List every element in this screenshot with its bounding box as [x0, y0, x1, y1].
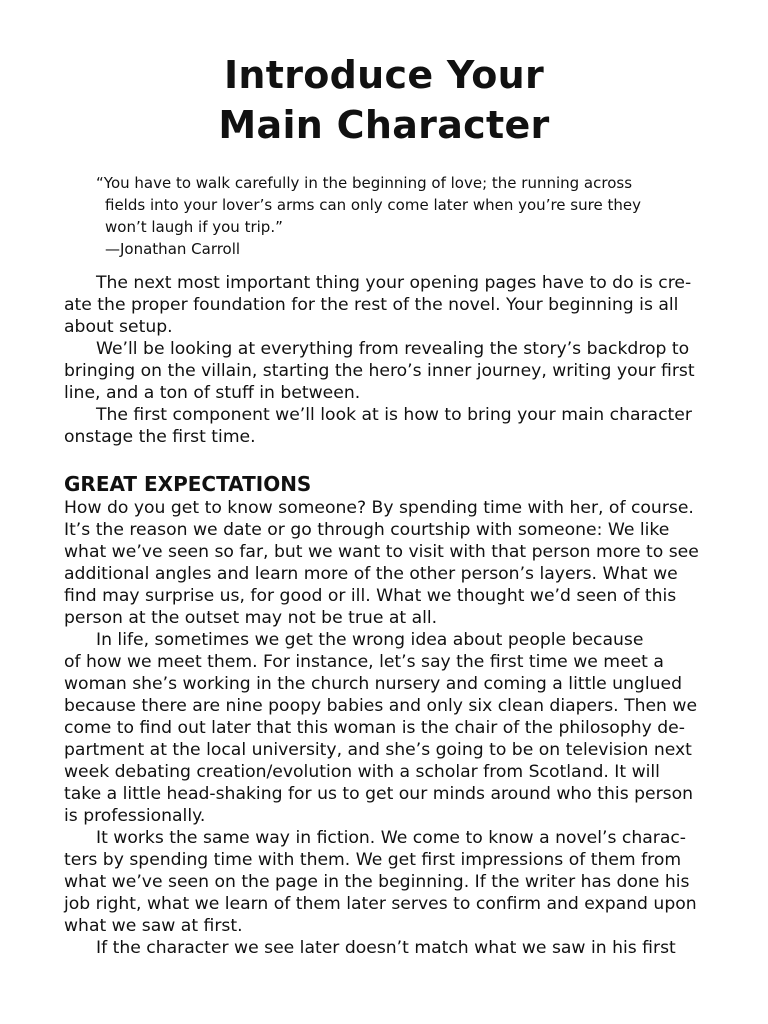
text-line: How do you get to know someone? By spending time with her, of course.: [64, 498, 694, 518]
text-line: what we’ve seen so far, but we want to visit with that person more to see: [64, 542, 699, 562]
epigraph-line: “You have to walk carefully in the beginning of love; the running across: [96, 174, 633, 192]
text-line: In life, sometimes we get the wrong idea about people because: [96, 630, 644, 650]
text-line: ters by spending time with them. We get first impressions of them from: [64, 850, 682, 870]
text-line: partment at the local university, and she’s going to be on television next: [64, 740, 692, 760]
text-line: about setup.: [64, 317, 173, 337]
text-line: take a little head-shaking for us to get our minds around who this person: [64, 784, 694, 804]
text-line: week debating creation/evolution with a scholar from Scotland. It will: [64, 762, 660, 782]
text-line: ate the proper foundation for the rest of the novel. Your beginning is all: [64, 295, 679, 315]
epigraph-line: won’t laugh if you trip.”: [105, 218, 283, 236]
intro-paragraphs: [64, 272, 714, 448]
text-line: is professionally.: [64, 806, 206, 826]
text-line: find may surprise us, for good or ill. What we thought we’d seen of this: [64, 586, 677, 606]
text-line: The first component we’ll look at is how to bring your main character: [96, 405, 692, 425]
epigraph: [96, 172, 696, 260]
chapter-title-line-2: Main Character: [218, 103, 550, 147]
text-line: of how we meet them. For instance, let’s say the first time we meet a: [64, 652, 664, 672]
text-line: person at the outset may not be true at all.: [64, 608, 438, 628]
epigraph-line: fields into your lover’s arms can only come later when you’re sure they: [105, 196, 641, 214]
text-line: onstage the first time.: [64, 427, 256, 447]
text-line: The next most important thing your opening pages have to do is cre-: [96, 273, 692, 293]
text-line: It’s the reason we date or go through courtship with someone: We like: [64, 520, 670, 540]
text-line: what we’ve seen on the page in the beginning. If the writer has done his: [64, 872, 690, 892]
text-line: line, and a ton of stuff in between.: [64, 383, 361, 403]
text-line: come to find out later that this woman is the chair of the philosophy de-: [64, 718, 685, 738]
text-line: bringing on the villain, starting the hero’s inner journey, writing your first: [64, 361, 695, 381]
text-line: job right, what we learn of them later serves to confirm and expand upon: [64, 894, 697, 914]
text-line: what we saw at first.: [64, 916, 243, 936]
text-line: If the character we see later doesn’t match what we saw in his first: [96, 938, 676, 958]
text-line: additional angles and learn more of the other person’s layers. What we: [64, 564, 678, 584]
text-line: It works the same way in fiction. We come to know a novel’s charac-: [96, 828, 687, 848]
epigraph-attribution: —Jonathan Carroll: [105, 240, 241, 258]
section-heading: GREAT EXPECTATIONS: [64, 472, 312, 496]
text-line: because there are nine poopy babies and only six clean diapers. Then we: [64, 696, 698, 716]
text-line: woman she’s working in the church nursery and coming a little unglued: [64, 674, 682, 694]
text-line: We’ll be looking at everything from revealing the story’s backdrop to: [96, 339, 690, 359]
chapter-title-line-1: Introduce Your: [223, 53, 545, 97]
section-paragraphs: [64, 497, 714, 959]
chapter-title: [0, 50, 768, 150]
